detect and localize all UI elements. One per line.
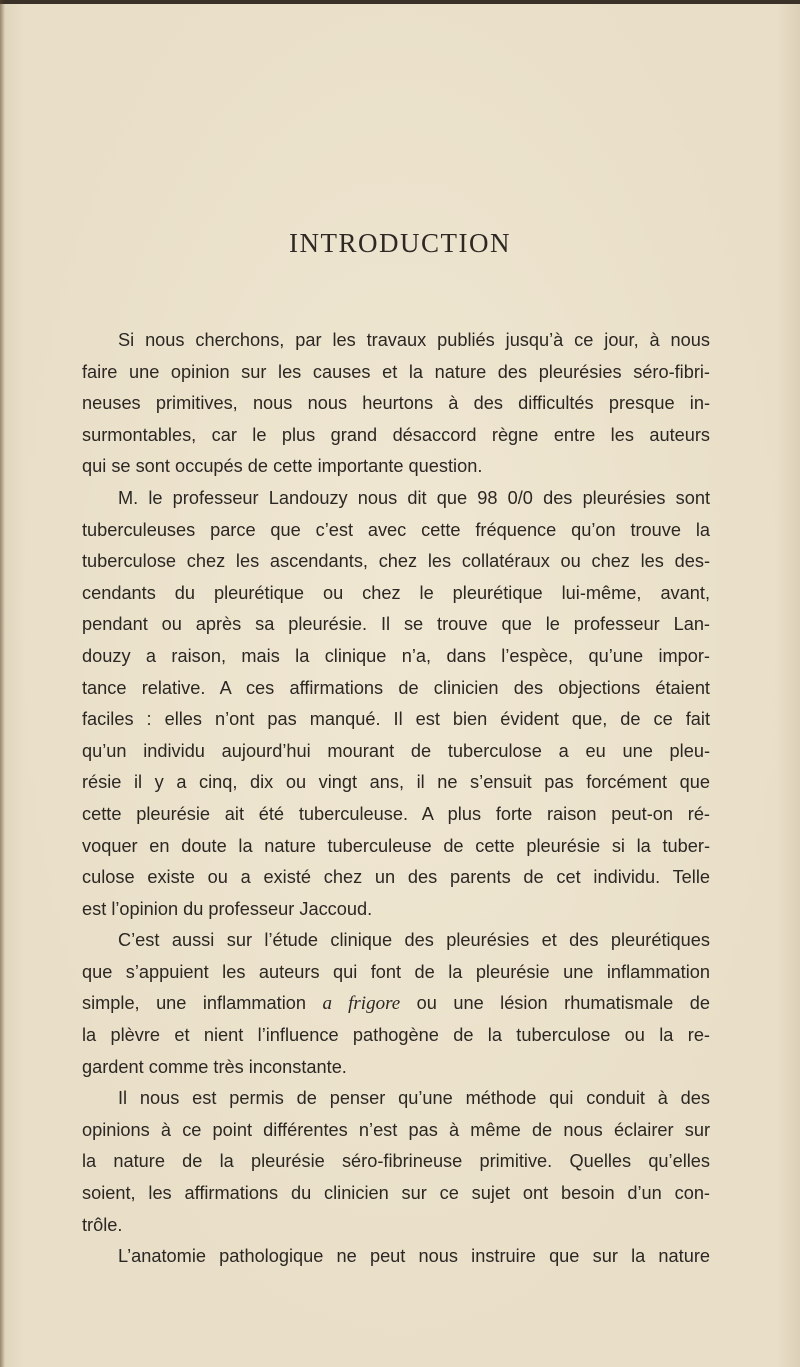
text-line: est l’opinion du professeur Jaccoud. <box>82 898 373 919</box>
text-line: voquer en doute la nature tuberculeuse de cette pleurésie si la tuber- <box>82 835 710 856</box>
text-line: culose existe ou a existé chez un des parents de cet individu. Telle <box>82 867 710 888</box>
text-line: surmontables, car le plus grand désaccord règne entre les auteurs <box>82 424 710 445</box>
text-line: pendant ou après sa pleurésie. Il se trouve que le professeur Lan- <box>82 614 710 635</box>
text-line: la plèvre et nient l’influence pathogène de la tuberculose ou la re- <box>82 1025 710 1046</box>
chapter-heading: INTRODUCTION <box>289 228 511 258</box>
text-line-with-italic <box>82 988 710 1020</box>
text-line: cette pleurésie ait été tuberculeuse. A plus forte raison peut-on ré- <box>82 803 710 824</box>
text-line: opinions à ce point différentes n’est pas à même de nous éclairer sur <box>82 1119 710 1140</box>
text-line: C’est aussi sur l’étude clinique des pleurésies et des pleurétiques <box>118 930 710 951</box>
text-line: résie il y a cinq, dix ou vingt ans, il ne s’ensuit pas forcément que <box>82 772 710 793</box>
text-line: cendants du pleurétique ou chez le pleurétique lui-même, avant, <box>82 582 710 603</box>
text-line: qu’un individu aujourd’hui mourant de tuberculose a eu une pleu- <box>82 740 710 761</box>
page-left-edge <box>0 0 5 1367</box>
page-top-edge <box>0 0 800 4</box>
text-line: gardent comme très inconstante. <box>82 1056 347 1077</box>
text-line: M. le professeur Landouzy nous dit que 98 0/0 des pleurésies sont <box>118 487 710 508</box>
text-line: la nature de la pleurésie séro-fibrineuse primitive. Quelles qu’elles <box>82 1151 710 1172</box>
text-line: tuberculeuses parce que c’est avec cette fréquence qu’on trouve la <box>82 519 710 540</box>
text-line: L’anatomie pathologique ne peut nous instruire que sur la nature <box>118 1246 710 1267</box>
body-text <box>82 325 710 1273</box>
text-line: trôle. <box>82 1214 123 1235</box>
text-line: tuberculose chez les ascendants, chez les collatéraux ou chez les des- <box>82 551 710 572</box>
italic-phrase: a frigore <box>322 993 401 1015</box>
text-line: que s’appuient les auteurs qui font de la pleurésie une inflammation <box>82 961 710 982</box>
text-fragment: ou une lésion rhumatismale de <box>400 993 710 1014</box>
text-line: tance relative. A ces affirmations de clinicien des objections étaient <box>82 677 710 698</box>
text-line: faciles : elles n’ont pas manqué. Il est bien évident que, de ce fait <box>82 709 710 730</box>
text-line: douzy a raison, mais la clinique n’a, dans l’espèce, qu’une impor- <box>82 645 710 666</box>
text-line: soient, les affirmations du clinicien sur ce sujet ont besoin d’un con- <box>82 1183 710 1204</box>
text-fragment: simple, une inflammation <box>82 993 323 1014</box>
text-line: Il nous est permis de penser qu’une méthode qui conduit à des <box>118 1088 710 1109</box>
text-line: faire une opinion sur les causes et la nature des pleurésies séro-fibri- <box>82 361 710 382</box>
text-line: Si nous cherchons, par les travaux publiés jusqu’à ce jour, à nous <box>118 330 710 350</box>
text-line: qui se sont occupés de cette importante question. <box>82 456 483 477</box>
text-line: neuses primitives, nous nous heurtons à des difficultés presque in- <box>82 393 710 414</box>
